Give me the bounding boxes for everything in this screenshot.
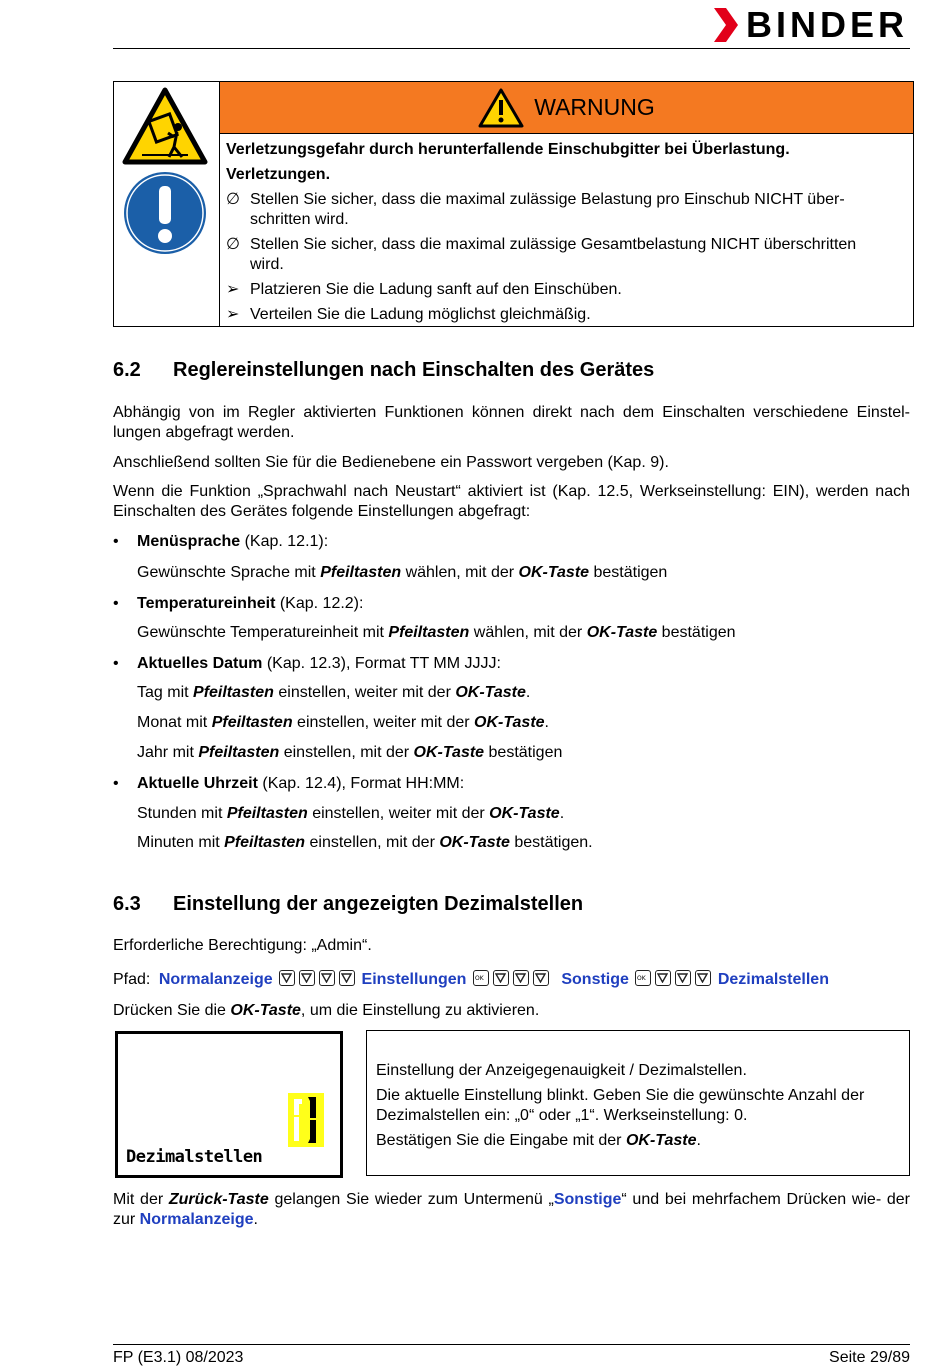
warning-icon-column	[114, 82, 220, 326]
back-key-note	[113, 1190, 910, 1230]
warning-item-text-cont: schritten wird.	[250, 211, 349, 228]
text: Mit der	[113, 1191, 169, 1208]
text: “ und bei mehrfachem Drücken wie- der zur	[113, 1191, 910, 1228]
key-term: OK-Taste	[489, 805, 560, 822]
binder-logo-icon	[714, 8, 738, 42]
link-normalanzeige: Normalanzeige	[139, 1211, 254, 1228]
footer-doc-id: FP (E3.1) 08/2023	[113, 1349, 244, 1366]
bullet-rest: (Kap. 12.2):	[275, 595, 364, 612]
brand-name: BINDER	[745, 4, 908, 45]
warning-hazard: Verletzungsgefahr durch herunterfallende Einschubgitter bei Überlastung.	[226, 141, 790, 158]
binder-logo	[714, 4, 908, 46]
bullet-rest: (Kap. 12.4), Format HH:MM:	[257, 775, 465, 792]
arrow-down-key-icon	[299, 970, 315, 986]
warning-item	[226, 235, 901, 275]
footer-rule	[113, 1344, 910, 1345]
warning-item-text: Stellen Sie sicher, dass die maximal zulässige Gesamtbelastung NICHT überschritten	[250, 236, 857, 253]
text: .	[544, 714, 549, 731]
display-label: Dezimalstellen	[126, 1147, 263, 1167]
text: Tag mit	[137, 684, 194, 701]
text: .	[559, 805, 565, 822]
key-term: Pfeiltasten	[226, 805, 308, 822]
arrow-symbol: ➢	[226, 306, 240, 323]
key-term: OK-Taste	[413, 744, 485, 761]
seven-segment-digit	[288, 1093, 324, 1147]
instruction-line	[137, 623, 736, 643]
description-line: Die aktuelle Einstellung blinkt. Geben Sie die gewünschte Anzahl der Dezimalstellen ein: „0“ oder „1“. Werkseinstellung: 0.	[376, 1087, 865, 1124]
warning-header	[220, 82, 913, 134]
text: Monat mit	[137, 714, 212, 731]
text: bestätigen	[589, 564, 668, 581]
text: einstellen, mit der	[279, 744, 414, 761]
arrow-down-key-icon	[513, 970, 529, 986]
warning-item	[226, 280, 901, 300]
key-term: OK-Taste	[455, 684, 526, 701]
link-sonstige: Sonstige	[553, 1191, 622, 1208]
bullet-item	[113, 654, 501, 674]
path-step-dezimalstellen: Dezimalstellen	[717, 971, 829, 988]
key-term: OK-Taste	[230, 1002, 301, 1019]
paragraph: Wenn die Funktion „Sprachwahl nach Neustart“ aktiviert ist (Kap. 12.5, Werkseinstellung: EIN), werden nach Einschalten des Gerätes folgende Einstellungen abgefragt:	[113, 483, 910, 520]
bullet-dot: •	[113, 533, 119, 550]
paragraph: Abhängig von im Regler aktivierten Funktionen können direkt nach dem Einschalten verschiedene Einstel- lungen abgefragt werden.	[113, 404, 910, 441]
arrow-down-key-icon	[695, 970, 711, 986]
svg-text:OK: OK	[474, 975, 484, 982]
text: Drücken Sie die	[113, 1002, 231, 1019]
header-rule	[113, 48, 910, 49]
text: Gewünschte Temperatureinheit mit	[137, 624, 389, 641]
instruction-line	[137, 804, 564, 824]
path-label: Pfad:	[113, 971, 151, 988]
section-title: Reglereinstellungen nach Einschalten des Gerätes	[173, 359, 655, 381]
bullet-item	[113, 774, 464, 794]
text: .	[253, 1211, 258, 1228]
text: gelangen Sie wieder zum Untermenü „	[268, 1191, 554, 1208]
section-number: 6.2	[113, 359, 141, 381]
text: einstellen, mit der	[305, 834, 440, 851]
text: Stunden mit	[137, 805, 227, 822]
bullet-term: Menüsprache	[137, 533, 241, 550]
arrow-down-key-icon	[279, 970, 295, 986]
text: bestätigen	[484, 744, 563, 761]
bullet-rest: (Kap. 12.3), Format TT MM JJJJ:	[262, 655, 501, 672]
section-heading-6-3	[113, 893, 583, 916]
text: Jahr mit	[137, 744, 199, 761]
controller-display	[115, 1031, 343, 1178]
key-term: Pfeiltasten	[211, 714, 293, 731]
menu-path	[113, 970, 829, 990]
warning-item-text-cont: wird.	[250, 256, 284, 273]
text: Bestätigen Sie die Eingabe mit der	[376, 1132, 626, 1149]
key-term: Pfeiltasten	[193, 684, 274, 701]
bullet-term: Temperatureinheit	[137, 595, 276, 612]
section-heading-6-2	[113, 359, 654, 382]
ok-instruction	[113, 1001, 910, 1021]
text: wählen, mit der	[401, 564, 519, 581]
display-value-highlight	[288, 1093, 324, 1147]
warning-body	[226, 140, 901, 325]
text: .	[525, 684, 531, 701]
text: Minuten mit	[137, 834, 225, 851]
text: Gewünschte Sprache mit	[137, 564, 321, 581]
arrow-down-key-icon	[319, 970, 335, 986]
key-term: Pfeiltasten	[224, 834, 306, 851]
instruction-line	[137, 833, 593, 853]
bullet-rest: (Kap. 12.1):	[240, 533, 329, 550]
authorization-note: Erforderliche Berechtigung: „Admin“.	[113, 937, 372, 954]
arrow-down-key-icon	[655, 970, 671, 986]
description-line	[376, 1131, 899, 1151]
instruction-line	[137, 743, 562, 763]
bullet-item	[113, 532, 328, 552]
path-step-normalanzeige: Normalanzeige	[158, 971, 273, 988]
description-box	[366, 1030, 910, 1176]
instruction-line	[137, 563, 667, 583]
bullet-dot: •	[113, 775, 119, 792]
warning-item	[226, 305, 901, 325]
text: bestätigen	[657, 624, 736, 641]
text: einstellen, weiter mit der	[307, 805, 490, 822]
bullet-term: Aktuelle Uhrzeit	[137, 775, 258, 792]
key-term: Pfeiltasten	[198, 744, 280, 761]
instruction-line	[137, 713, 549, 733]
path-step-sonstige: Sonstige	[561, 971, 629, 988]
warning-item-text: Verteilen Sie die Ladung möglichst gleichmäßig.	[250, 306, 591, 323]
description-line: Einstellung der Anzeigegenauigkeit / Dezimalstellen.	[376, 1062, 747, 1079]
key-term: OK-Taste	[586, 624, 658, 641]
prohibition-symbol: ∅	[226, 191, 240, 208]
key-term: OK-Taste	[474, 714, 545, 731]
arrow-down-key-icon	[675, 970, 691, 986]
key-term: Zurück-Taste	[168, 1191, 269, 1208]
mandatory-action-icon	[122, 170, 208, 256]
bullet-dot: •	[113, 595, 119, 612]
warning-item-text: Platzieren Sie die Ladung sanft auf den Einschüben.	[250, 281, 622, 298]
arrow-symbol: ➢	[226, 281, 240, 298]
ok-key-icon	[473, 970, 489, 986]
warning-item-text: Stellen Sie sicher, dass die maximal zulässige Belastung pro Einschub NICHT über-	[250, 191, 845, 208]
warning-title: WARNUNG	[534, 94, 655, 120]
path-step-einstellungen: Einstellungen	[361, 971, 467, 988]
key-term: OK-Taste	[439, 834, 510, 851]
arrow-down-key-icon	[493, 970, 509, 986]
prohibition-symbol: ∅	[226, 236, 240, 253]
paragraph: Anschließend sollten Sie für die Bedienebene ein Passwort vergeben (Kap. 9).	[113, 454, 669, 471]
arrow-down-key-icon	[339, 970, 355, 986]
warning-box	[113, 81, 914, 327]
key-term: OK-Taste	[625, 1132, 697, 1149]
key-term: Pfeiltasten	[320, 564, 402, 581]
section-number: 6.3	[113, 893, 141, 915]
falling-load-warning-icon	[122, 87, 208, 165]
key-term: OK-Taste	[518, 564, 590, 581]
bullet-dot: •	[113, 655, 119, 672]
warning-triangle-icon	[478, 88, 524, 128]
bullet-item	[113, 594, 363, 614]
section-title: Einstellung der angezeigten Dezimalstellen	[173, 893, 584, 915]
arrow-down-key-icon	[533, 970, 549, 986]
text: .	[696, 1132, 701, 1149]
text: , um die Einstellung zu aktivieren.	[300, 1002, 540, 1019]
text: wählen, mit der	[469, 624, 587, 641]
ok-key-icon	[635, 970, 651, 986]
key-term: Pfeiltasten	[388, 624, 470, 641]
warning-consequence: Verletzungen.	[226, 166, 331, 183]
text: einstellen, weiter mit der	[273, 684, 456, 701]
bullet-term: Aktuelles Datum	[137, 655, 263, 672]
text: bestätigen.	[509, 834, 593, 851]
footer-page-number: Seite 29/89	[829, 1349, 910, 1366]
warning-item	[226, 190, 901, 230]
svg-text:OK: OK	[637, 975, 647, 982]
instruction-line	[137, 683, 530, 703]
text: einstellen, weiter mit der	[292, 714, 475, 731]
